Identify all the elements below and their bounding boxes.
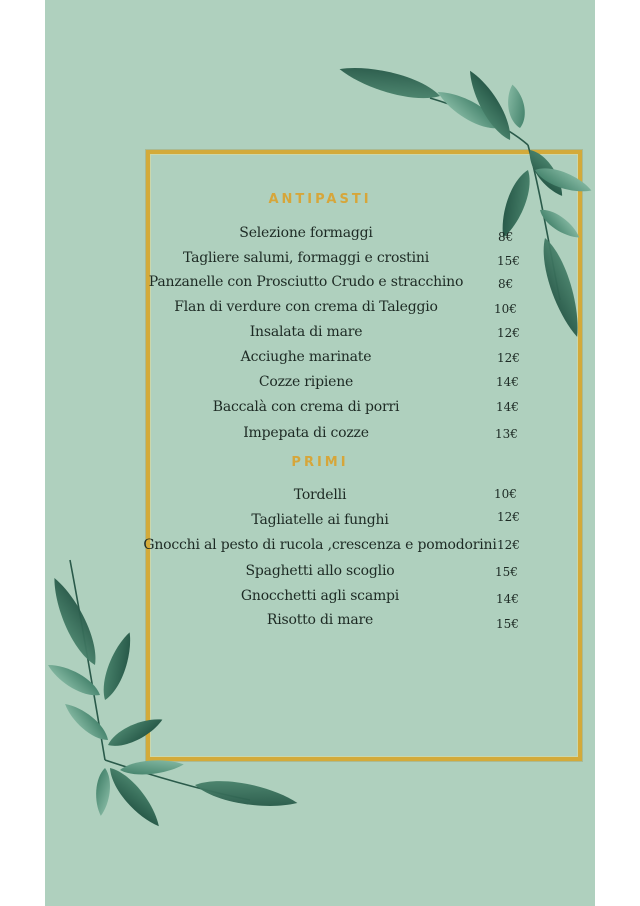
section-title-antipasti: ANTIPASTI — [268, 192, 372, 207]
menu-item-price: 14€ — [496, 375, 519, 389]
menu-item: Tagliere salumi, formaggi e crostini — [183, 250, 429, 266]
menu-item-price: 14€ — [496, 400, 519, 414]
menu-item: Gnocchetti agli scampi — [240, 588, 400, 604]
menu-item: Impepata di cozze — [243, 425, 369, 441]
menu-item-price: 8€ — [498, 277, 514, 291]
menu-item: Risotto di mare — [266, 612, 374, 628]
menu-item-price: 13€ — [495, 427, 518, 441]
menu-item-price: 10€ — [494, 302, 517, 316]
menu-item-price: 10€ — [494, 487, 517, 501]
menu-item: Selezione formaggi — [239, 225, 373, 241]
menu-item: Insalata di mare — [249, 324, 363, 340]
menu-item: Spaghetti allo scoglio — [245, 563, 395, 579]
menu-item-price: 12€ — [497, 538, 520, 552]
menu-item: Cozze ripiene — [258, 374, 354, 390]
menu-item: Flan di verdure con crema di Taleggio — [174, 299, 438, 315]
menu-item-price: 8€ — [498, 230, 514, 244]
menu-item-price: 14€ — [496, 592, 519, 606]
menu-item: Acciughe marinate — [240, 349, 372, 365]
menu-item: Baccalà con crema di porri — [212, 399, 400, 415]
menu-item: Tagliatelle ai funghi — [251, 512, 389, 528]
menu-item: Panzanelle con Prosciutto Crudo e stracchino — [148, 274, 464, 290]
menu-item-price: 15€ — [495, 565, 518, 579]
menu-item-price: 12€ — [497, 351, 520, 365]
menu-item-price: 12€ — [497, 326, 520, 340]
menu-item: Tordelli — [293, 487, 347, 503]
menu-item-price: 15€ — [497, 254, 520, 268]
menu-item: Gnocchi al pesto di rucola ,crescenza e pomodorini — [143, 537, 497, 553]
menu-item-price: 12€ — [497, 510, 520, 524]
menu-item-price: 15€ — [496, 617, 519, 631]
section-title-primi: PRIMI — [291, 455, 349, 470]
